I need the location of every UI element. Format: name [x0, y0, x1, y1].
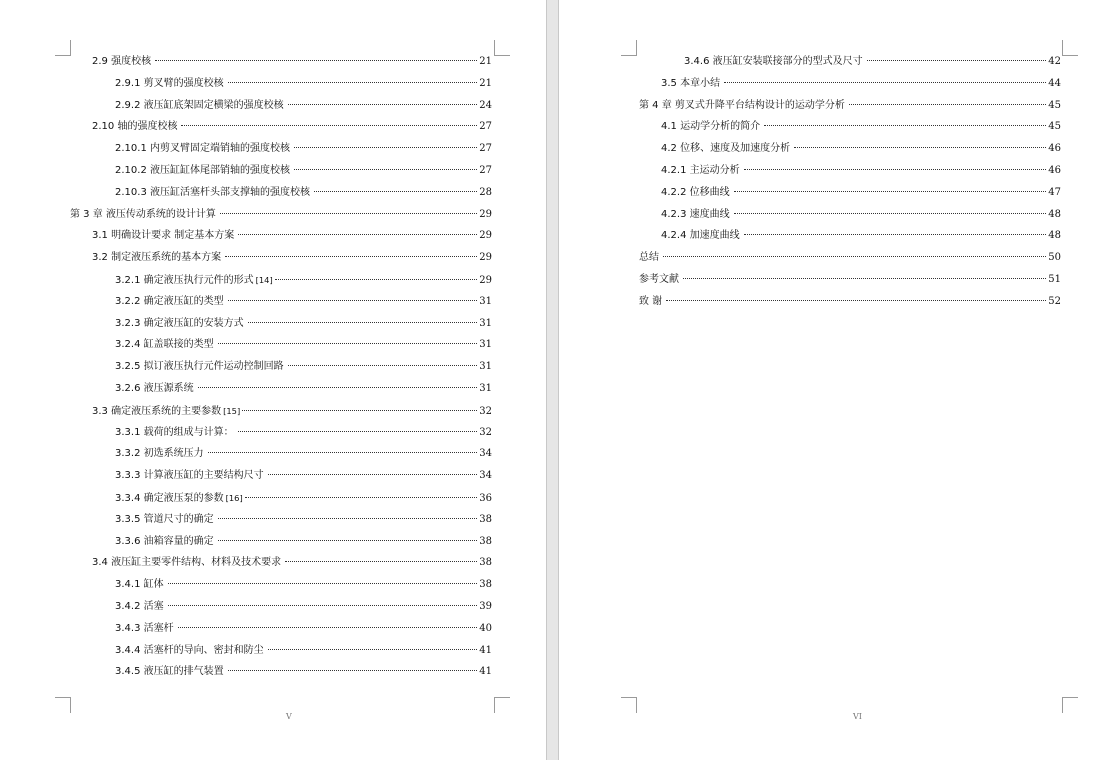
toc-entry-page-number: 42	[1048, 56, 1061, 67]
toc-entry-page-number: 47	[1048, 186, 1061, 198]
dot-leader	[155, 59, 477, 61]
toc-entry[interactable]	[70, 360, 492, 382]
dot-leader	[225, 255, 477, 257]
toc-entry-page-number: 29	[479, 252, 492, 264]
toc-entry[interactable]	[639, 273, 1061, 295]
toc-entry-title: 4.2.2 位移曲线	[661, 186, 730, 198]
toc-entry[interactable]	[70, 273, 492, 295]
toc-entry-page-number: 38	[479, 557, 492, 569]
toc-entry-page-number: 29	[479, 274, 492, 286]
toc-list-right	[639, 55, 1061, 317]
crop-mark-top-left	[621, 40, 637, 56]
dot-leader	[228, 299, 478, 301]
toc-entry-title: 2.9.2 液压缸底架固定横梁的强度校核	[115, 99, 284, 111]
toc-entry[interactable]	[639, 55, 1061, 77]
toc-entry-title: 2.10.2 液压缸缸体尾部销轴的强度校核	[115, 164, 290, 176]
toc-entry-title: 3.3 确定液压系统的主要参数	[92, 405, 222, 417]
dot-leader	[734, 190, 1047, 192]
dot-leader	[764, 124, 1046, 126]
toc-entry-page-number: 48	[1048, 208, 1061, 220]
dot-leader	[248, 321, 478, 323]
toc-entry-title: 3.4.6 液压缸安装联接部分的型式及尺寸	[684, 56, 863, 67]
crop-mark-top-left	[55, 40, 71, 56]
dot-leader	[288, 364, 478, 366]
dot-leader	[275, 278, 478, 280]
toc-entry-title: 3.2.3 确定液压缸的安装方式	[115, 317, 244, 329]
toc-entry-title: 2.10 轴的强度校核	[92, 121, 178, 133]
toc-entry[interactable]	[639, 229, 1061, 251]
toc-entry[interactable]	[70, 469, 492, 491]
toc-entry-title: 3.2.4 缸盖联接的类型	[115, 339, 214, 351]
toc-entry-title: 3.5 本章小结	[661, 77, 721, 89]
dot-leader	[220, 212, 477, 214]
dot-leader	[218, 342, 478, 344]
dot-leader	[168, 582, 478, 584]
dot-leader	[666, 299, 1046, 301]
toc-entry-title: 3.4.3 活塞杆	[115, 622, 174, 634]
citation-superscript: [14]	[255, 274, 273, 285]
toc-entry[interactable]	[70, 491, 492, 513]
toc-entry[interactable]	[639, 251, 1061, 273]
toc-entry-title: 致 谢	[639, 295, 663, 307]
page-gutter	[546, 0, 559, 760]
toc-entry-title: 3.3.2 初选系统压力	[115, 448, 204, 460]
toc-entry-title: 3.2.2 确定液压缸的类型	[115, 295, 224, 307]
toc-entry-title: 3.2.1 确定液压执行元件的形式	[115, 274, 254, 286]
toc-entry-page-number: 27	[479, 121, 492, 133]
dot-leader	[181, 124, 477, 126]
toc-entry[interactable]	[639, 142, 1061, 164]
toc-entry-title: 4.2 位移、速度及加速度分析	[661, 143, 791, 155]
dot-leader	[268, 648, 478, 650]
toc-entry-page-number: 34	[479, 470, 492, 482]
dot-leader	[245, 496, 478, 498]
toc-entry-title: 2.10.1 内剪叉臂固定端销轴的强度校核	[115, 143, 290, 155]
toc-entry[interactable]	[70, 208, 492, 230]
toc-entry-page-number: 52	[1048, 295, 1061, 307]
toc-entry-title: 3.2 制定液压系统的基本方案	[92, 252, 222, 264]
toc-entry-title: 3.3.1 载荷的组成与计算：	[115, 426, 234, 438]
toc-list-left	[70, 55, 492, 687]
dot-leader	[178, 626, 478, 628]
toc-entry-title: 4.2.1 主运动分析	[661, 164, 740, 176]
dot-leader	[744, 233, 1047, 235]
toc-entry[interactable]	[70, 229, 492, 251]
dot-leader	[268, 473, 478, 475]
toc-entry[interactable]	[639, 99, 1061, 121]
toc-entry-page-number: 36	[479, 492, 492, 504]
dot-leader	[849, 103, 1046, 105]
toc-entry[interactable]	[70, 665, 492, 687]
toc-entry-page-number: 51	[1048, 273, 1061, 285]
dot-leader	[314, 190, 477, 192]
dot-leader	[288, 103, 478, 105]
toc-entry[interactable]	[70, 556, 492, 578]
crop-mark-top-right	[1062, 40, 1078, 56]
toc-entry-page-number: 31	[479, 317, 492, 329]
dot-leader	[294, 168, 477, 170]
toc-entry-title: 3.4.5 液压缸的排气装置	[115, 666, 224, 678]
toc-entry-title: 3.3.6 油箱容量的确定	[115, 535, 214, 547]
toc-entry-title: 3.3.4 确定液压泵的参数	[115, 492, 224, 504]
dot-leader	[867, 59, 1047, 61]
toc-entry-page-number: 29	[479, 230, 492, 242]
dot-leader	[663, 255, 1046, 257]
toc-entry-page-number: 31	[479, 339, 492, 351]
page-right	[559, 0, 1107, 760]
toc-entry[interactable]	[70, 513, 492, 535]
toc-entry-page-number: 31	[479, 382, 492, 394]
crop-mark-top-right	[494, 40, 510, 56]
toc-entry[interactable]	[70, 251, 492, 273]
toc-entry[interactable]	[70, 317, 492, 339]
toc-entry[interactable]	[70, 644, 492, 666]
toc-entry-page-number: 41	[479, 666, 492, 678]
toc-entry-page-number: 46	[1048, 143, 1061, 155]
toc-entry-page-number: 40	[479, 622, 492, 634]
toc-entry-title: 3.4 液压缸主要零件结构、材料及技术要求	[92, 557, 282, 569]
toc-entry-page-number: 21	[479, 56, 492, 67]
toc-entry-page-number: 29	[479, 208, 492, 220]
toc-entry[interactable]	[70, 164, 492, 186]
toc-entry-title: 4.1 运动学分析的简介	[661, 121, 761, 133]
toc-entry-title: 总结	[639, 252, 659, 264]
toc-entry[interactable]	[70, 338, 492, 360]
toc-entry[interactable]	[70, 142, 492, 164]
toc-entry[interactable]	[70, 99, 492, 121]
toc-entry-page-number: 38	[479, 579, 492, 591]
toc-entry-page-number: 31	[479, 361, 492, 373]
toc-entry[interactable]	[70, 447, 492, 469]
crop-mark-bottom-left	[55, 697, 71, 713]
dot-leader	[218, 517, 478, 519]
toc-entry[interactable]	[70, 77, 492, 99]
toc-entry-title: 3.2.5 拟订液压执行元件运动控制回路	[115, 361, 284, 373]
crop-mark-bottom-left	[621, 697, 637, 713]
toc-entry-title: 4.2.3 速度曲线	[661, 208, 730, 220]
toc-entry-title: 3.4.2 活塞	[115, 600, 164, 612]
dot-leader	[228, 81, 478, 83]
toc-entry[interactable]	[70, 404, 492, 426]
page-left	[0, 0, 546, 760]
toc-entry[interactable]	[639, 120, 1061, 142]
toc-entry-page-number: 34	[479, 448, 492, 460]
toc-entry[interactable]	[639, 164, 1061, 186]
page-number-footer: V	[286, 712, 292, 721]
toc-entry[interactable]	[70, 186, 492, 208]
toc-entry-title: 3.1 明确设计要求 制定基本方案	[92, 230, 235, 242]
toc-entry-title: 2.9.1 剪叉臂的强度校核	[115, 77, 224, 89]
toc-entry[interactable]	[639, 295, 1061, 317]
toc-entry[interactable]	[70, 622, 492, 644]
toc-entry[interactable]	[70, 295, 492, 317]
toc-entry-page-number: 21	[479, 77, 492, 89]
toc-entry[interactable]	[639, 186, 1061, 208]
toc-entry-page-number: 27	[479, 143, 492, 155]
dot-leader	[198, 386, 478, 388]
crop-mark-bottom-right	[1062, 697, 1078, 713]
toc-entry-page-number: 31	[479, 295, 492, 307]
dot-leader	[294, 146, 477, 148]
toc-entry-page-number: 44	[1048, 77, 1061, 89]
dot-leader	[285, 560, 477, 562]
toc-entry[interactable]	[70, 600, 492, 622]
dot-leader	[794, 146, 1046, 148]
dot-leader	[724, 81, 1046, 83]
toc-entry-title: 第 3 章 液压传动系统的设计计算	[70, 208, 216, 220]
toc-entry[interactable]	[639, 77, 1061, 99]
toc-entry-title: 第 4 章 剪叉式升降平台结构设计的运动学分析	[639, 99, 845, 111]
toc-entry-page-number: 48	[1048, 230, 1061, 242]
toc-entry-page-number: 46	[1048, 164, 1061, 176]
toc-entry-page-number: 28	[479, 186, 492, 198]
dot-leader	[228, 669, 478, 671]
toc-entry-title: 2.9 强度校核	[92, 56, 152, 67]
toc-entry-title: 3.3.5 管道尺寸的确定	[115, 513, 214, 525]
toc-entry-page-number: 27	[479, 164, 492, 176]
toc-entry-page-number: 38	[479, 513, 492, 525]
toc-entry[interactable]	[70, 120, 492, 142]
toc-entry-page-number: 24	[479, 99, 492, 111]
toc-entry-title: 参考文献	[639, 273, 679, 285]
toc-entry-title: 3.4.4 活塞杆的导向、密封和防尘	[115, 644, 264, 656]
dot-leader	[683, 277, 1046, 279]
dot-leader	[218, 539, 478, 541]
dot-leader	[168, 604, 478, 606]
dot-leader	[238, 430, 478, 432]
dot-leader	[744, 168, 1047, 170]
toc-entry-title: 3.2.6 液压源系统	[115, 382, 194, 394]
citation-superscript: [16]	[225, 492, 243, 503]
toc-entry-title: 3.4.1 缸体	[115, 579, 164, 591]
toc-entry[interactable]	[70, 578, 492, 600]
dot-leader	[238, 233, 477, 235]
crop-mark-bottom-right	[494, 697, 510, 713]
toc-entry[interactable]	[70, 535, 492, 557]
toc-entry-page-number: 41	[479, 644, 492, 656]
toc-entry[interactable]	[639, 208, 1061, 230]
toc-entry-title: 4.2.4 加速度曲线	[661, 230, 740, 242]
dot-leader	[208, 451, 478, 453]
dot-leader	[734, 212, 1047, 214]
toc-entry[interactable]	[70, 426, 492, 448]
page-number-footer: VI	[853, 712, 862, 721]
toc-entry-page-number: 50	[1048, 252, 1061, 264]
toc-entry-page-number: 38	[479, 535, 492, 547]
toc-entry-page-number: 32	[479, 405, 492, 417]
toc-entry-title: 2.10.3 液压缸活塞杆头部支撑轴的强度校核	[115, 186, 310, 198]
toc-entry-page-number: 39	[479, 600, 492, 612]
toc-entry[interactable]	[70, 382, 492, 404]
dot-leader	[242, 409, 477, 411]
toc-entry-page-number: 45	[1048, 99, 1061, 111]
toc-entry-page-number: 32	[479, 426, 492, 438]
toc-entry-page-number: 45	[1048, 121, 1061, 133]
citation-superscript: [15]	[223, 405, 241, 416]
toc-entry[interactable]	[70, 55, 492, 77]
toc-entry-title: 3.3.3 计算液压缸的主要结构尺寸	[115, 470, 264, 482]
